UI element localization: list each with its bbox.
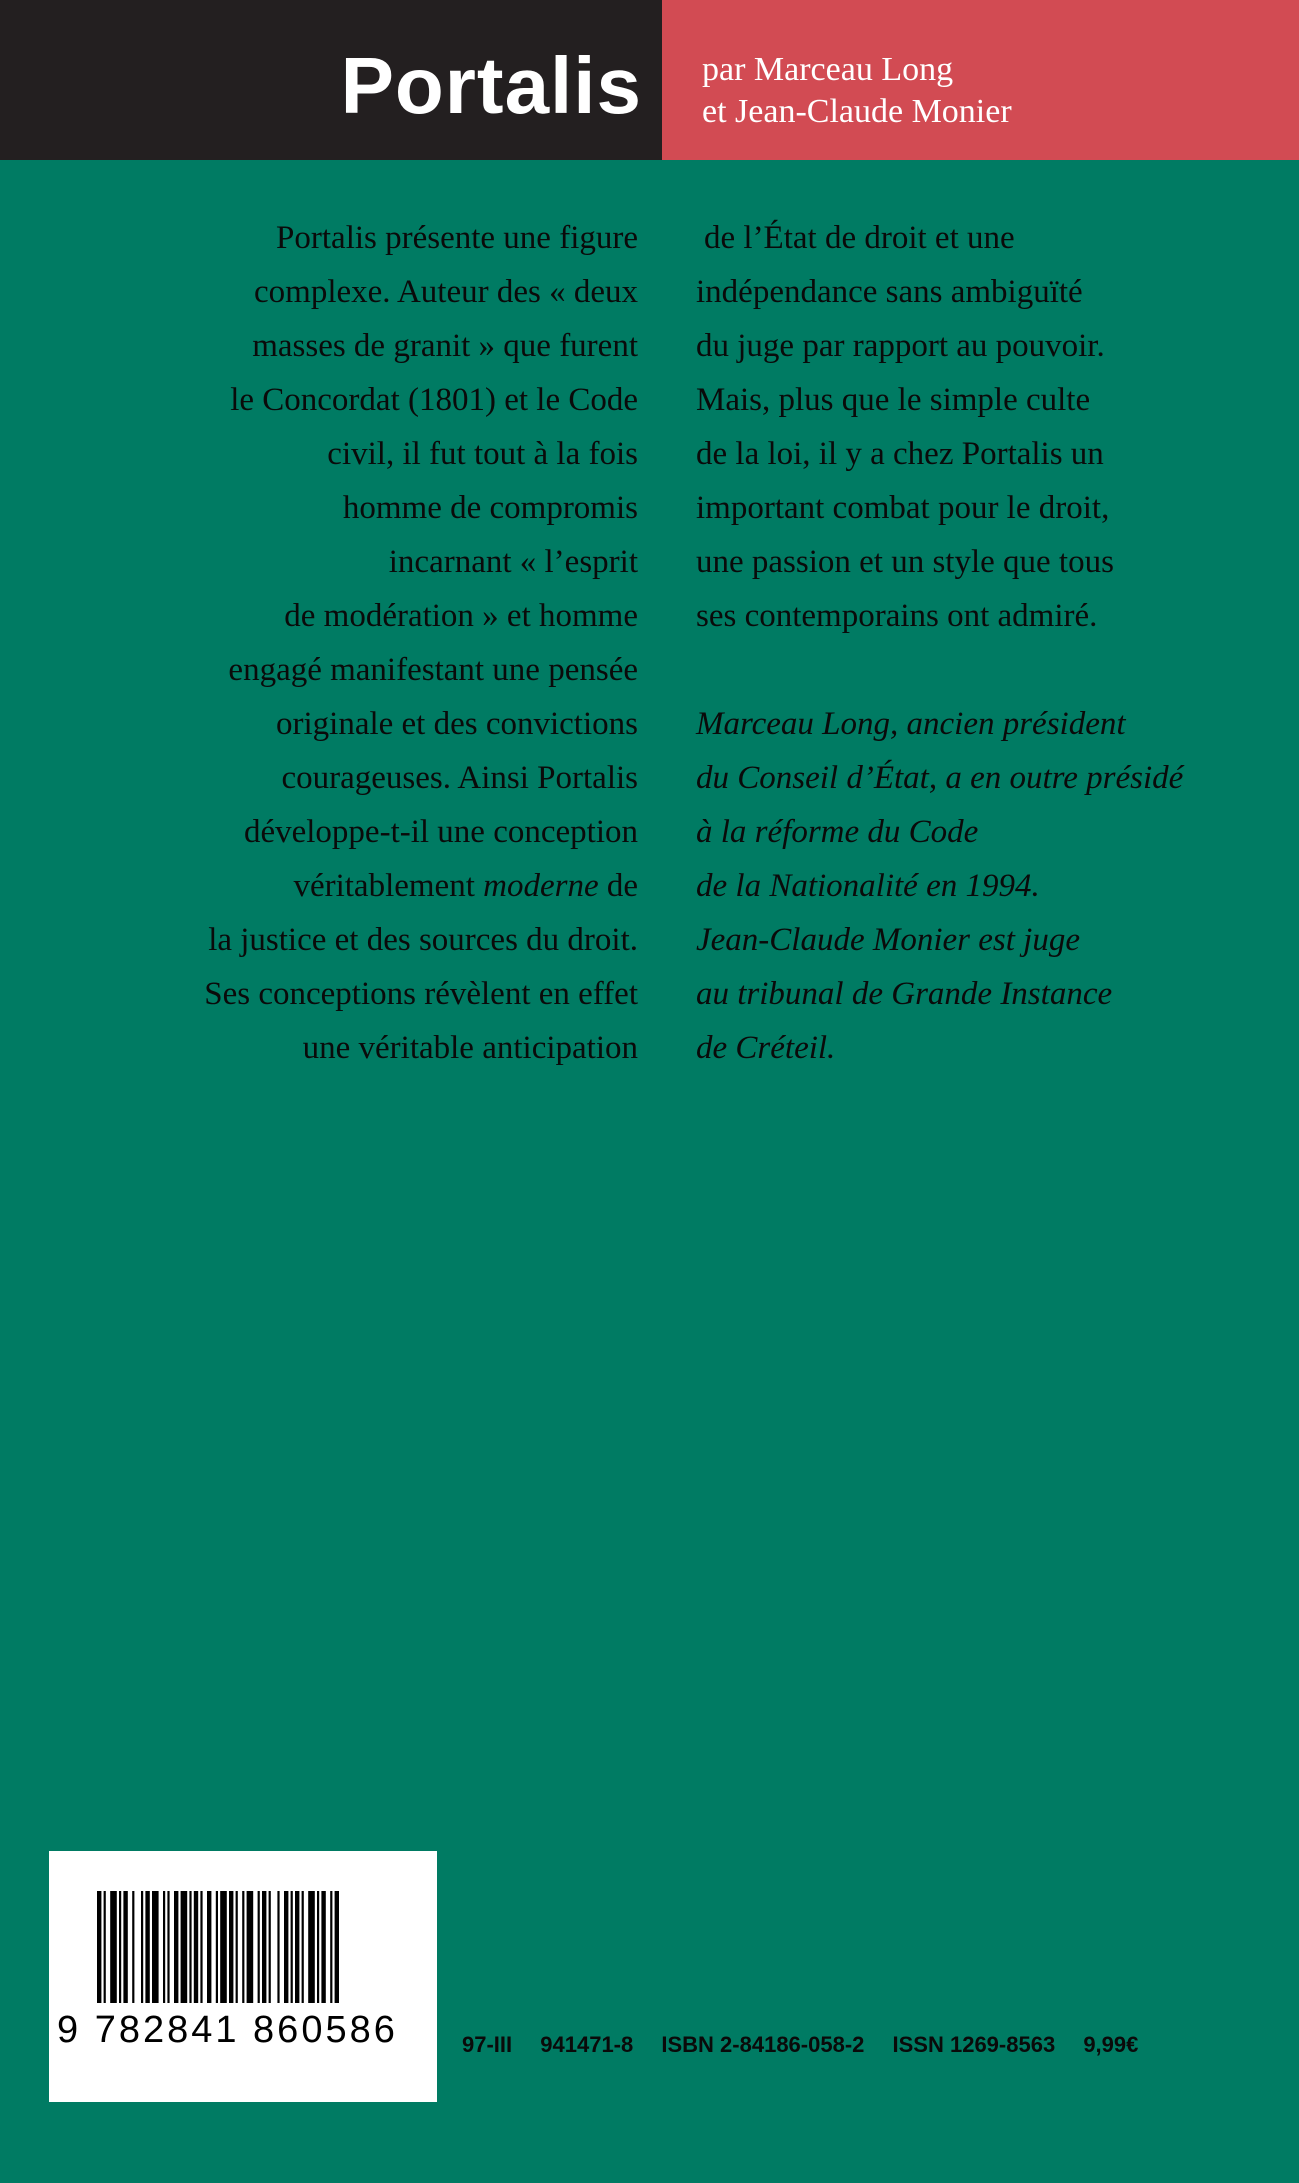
barcode-bar xyxy=(97,1891,101,2003)
barcode-bar xyxy=(194,1891,198,2003)
barcode-bar xyxy=(258,1891,260,2003)
barcode-bar xyxy=(207,1891,211,2003)
barcode-bar xyxy=(308,1891,315,2003)
book-title: Portalis xyxy=(340,41,642,130)
blurb-line: Portalis présente une figure xyxy=(276,220,638,256)
blurb-line: homme de compromis xyxy=(342,490,638,526)
blurb-line: complexe. Auteur des « deux xyxy=(254,274,638,310)
blurb-line: masses de granit » que furent xyxy=(252,328,638,364)
barcode-bar xyxy=(262,1891,266,2003)
barcode-bar xyxy=(152,1891,159,2003)
blurb-line: la justice et des sources du droit. xyxy=(208,922,638,958)
barcode-bar xyxy=(302,1891,304,2003)
barcode-bar xyxy=(123,1891,127,2003)
blurb-line: le Concordat (1801) et le Code xyxy=(230,382,638,418)
blurb-line: civil, il fut tout à la fois xyxy=(327,436,638,472)
barcode-bar xyxy=(104,1891,106,2003)
issn: ISSN 1269-8563 xyxy=(892,2032,1056,2057)
barcode-bar xyxy=(330,1891,332,2003)
barcode-bar xyxy=(277,1891,279,2003)
barcode-bar xyxy=(200,1891,202,2003)
price: 9,99€ xyxy=(1083,2032,1139,2057)
barcode-bar xyxy=(163,1891,165,2003)
barcode-bar xyxy=(284,1891,288,2003)
blurb-line-emphasis xyxy=(293,870,638,903)
blurb-line: une passion et un style que tous xyxy=(696,544,1114,580)
author-bio-line: à la réforme du Code xyxy=(696,814,979,850)
barcode-bar xyxy=(145,1891,149,2003)
blurb-line: du juge par rapport au pouvoir. xyxy=(696,328,1105,364)
author-line: et Jean-Claude Monier xyxy=(702,93,1012,130)
barcode-bar xyxy=(167,1891,169,2003)
barcode-bar xyxy=(110,1891,117,2003)
blurb-line: développe-t-il une conception xyxy=(243,814,638,850)
author-bio-line: du Conseil d’État, a en outre présidé xyxy=(696,760,1184,796)
author-bio-line: de Créteil. xyxy=(696,1030,836,1066)
barcode-bar xyxy=(321,1891,325,2003)
barcode-bar xyxy=(174,1891,178,2003)
barcode-bar xyxy=(229,1891,233,2003)
blurb-line: une véritable anticipation xyxy=(302,1030,638,1066)
barcode-bar xyxy=(317,1891,319,2003)
header-red-panel xyxy=(662,0,1299,160)
blurb-italic-word: moderne xyxy=(483,868,599,904)
barcode-bar xyxy=(291,1891,293,2003)
author-bio-line: de la Nationalité en 1994. xyxy=(696,868,1040,904)
series-code: 97-III xyxy=(462,2032,513,2057)
catalog-codes xyxy=(462,2032,1138,2058)
blurb-line: de l’État de droit et une xyxy=(704,220,1015,256)
blurb-line: Ses conceptions révèlent en effet xyxy=(204,976,638,1012)
blurb-text: de xyxy=(598,868,638,904)
blurb-line: originale et des convictions xyxy=(276,706,638,742)
author-bio-line: Marceau Long, ancien président xyxy=(696,706,1126,742)
barcode-bar xyxy=(247,1891,254,2003)
barcode-bar xyxy=(132,1891,134,2003)
barcode-bar xyxy=(181,1891,188,2003)
blurb-line: incarnant « l’esprit xyxy=(388,544,638,580)
author-bio-line: Jean-Claude Monier est juge xyxy=(696,922,1080,958)
isbn: ISBN 2-84186-058-2 xyxy=(661,2032,865,2057)
blurb-line: Mais, plus que le simple culte xyxy=(696,382,1091,418)
barcode-bar xyxy=(295,1891,299,2003)
barcode-bar xyxy=(216,1891,218,2003)
barcode-bar xyxy=(335,1891,339,2003)
barcode-bar xyxy=(141,1891,143,2003)
blurb-line: ses contemporains ont admiré. xyxy=(696,598,1098,634)
barcode-icon xyxy=(97,1891,413,2003)
header-dark-panel xyxy=(0,0,662,160)
author-line: par Marceau Long xyxy=(702,51,954,88)
blurb-text: véritablement xyxy=(293,868,484,904)
reference-code: 941471-8 xyxy=(540,2032,634,2057)
author-bio-line: au tribunal de Grande Instance xyxy=(696,976,1113,1012)
blurb-line: indépendance sans ambiguïté xyxy=(696,274,1083,310)
barcode xyxy=(49,1851,437,2102)
blurb-line: de modération » et homme xyxy=(284,598,638,634)
blurb-line: de la loi, il y a chez Portalis un xyxy=(696,436,1104,472)
barcode-bar xyxy=(119,1891,121,2003)
barcode-bar xyxy=(220,1891,227,2003)
barcode-digits: 9 782841 860586 xyxy=(57,2009,398,2051)
blurb-line: engagé manifestant une pensée xyxy=(228,652,638,688)
barcode-bar xyxy=(269,1891,271,2003)
barcode-bar xyxy=(242,1891,244,2003)
blurb-line: courageuses. Ainsi Portalis xyxy=(281,760,638,796)
barcode-bar xyxy=(189,1891,191,2003)
blurb-line: important combat pour le droit, xyxy=(696,490,1110,526)
barcode-bar xyxy=(236,1891,238,2003)
